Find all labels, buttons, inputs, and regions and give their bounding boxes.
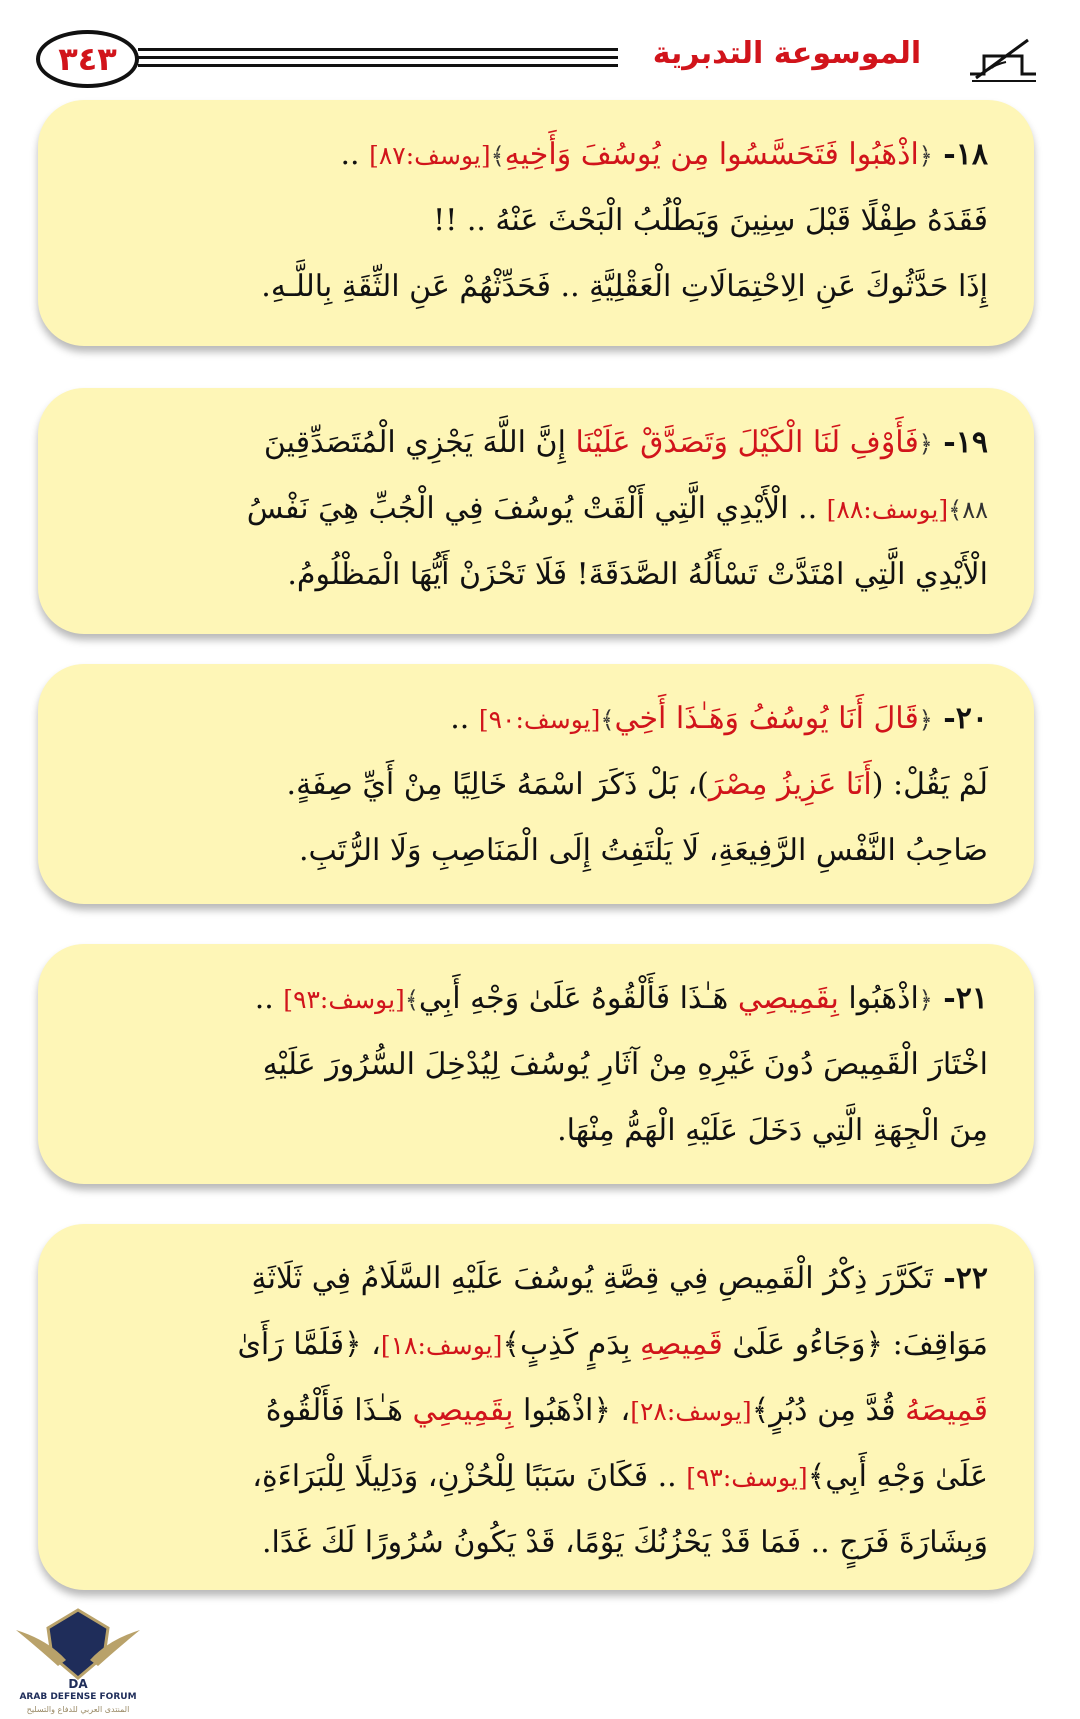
verse-reference: [يوسف:٩٠] bbox=[478, 705, 601, 734]
card-line: صَاحِبُ النَّفْسِ الرَّفِيعَةِ، لَا يَلْتَفِتُ إِلَى الْمَنَاصِبِ وَلَا الرُّتَبِ. bbox=[299, 833, 988, 868]
eagle-logo-icon bbox=[8, 1600, 148, 1692]
line-text: مَوَاقِفَ: ﴿وَجَاءُو عَلَىٰ bbox=[722, 1327, 988, 1362]
header-rule bbox=[138, 48, 618, 51]
quran-verse: قُدَّ مِن دُبُرٍ﴾ bbox=[751, 1393, 906, 1428]
card-line bbox=[84, 1378, 988, 1444]
watermark-label: ARAB DEFENSE FORUM bbox=[19, 1692, 137, 1702]
ayah-bracket: ﴿ bbox=[918, 142, 933, 170]
verse-reference: [يوسف:٨٧] bbox=[369, 141, 491, 170]
highlighted-word: قَمِيصَهُ bbox=[905, 1393, 988, 1428]
card-line: إِذَا حَدَّثُوكَ عَنِ الِاحْتِمَالَاتِ الْعَقْلِيَّةِ .. فَحَدِّثْهُمْ عَنِ الثِّقَةِ بِاللَّـهِ. bbox=[261, 269, 988, 304]
quran-verse: قَالَ أَنَا يُوسُفُ وَهَـٰذَا أَخِي bbox=[614, 701, 919, 736]
highlighted-word: بِقَمِيصِي bbox=[412, 1393, 514, 1428]
line-text: تَكَرَّرَ ذِكْرُ الْقَمِيصِ فِي قِصَّةِ يُوسُفَ عَلَيْهِ السَّلَامُ فِي ثَلَاثَةِ bbox=[251, 1261, 933, 1296]
card-line bbox=[84, 122, 988, 188]
page-number: ٣٤٣ bbox=[36, 30, 139, 88]
header-rule bbox=[138, 56, 618, 59]
card-line bbox=[84, 410, 988, 476]
verse-reference: [يوسف:٩٣] bbox=[283, 985, 405, 1014]
card-line: مِنَ الْجِهَةِ الَّتِي دَخَلَ عَلَيْهِ الْهَمُّ مِنْهَا. bbox=[557, 1113, 988, 1148]
page-header bbox=[0, 22, 1080, 102]
ayah-bracket: ﴾ bbox=[948, 496, 963, 524]
line-text: .. الْأَيْدِي الَّتِي أَلْقَتْ يُوسُفَ فِي الْجُبِّ هِيَ نَفْسُ bbox=[246, 491, 827, 526]
line-tail: .. bbox=[254, 981, 284, 1016]
item-number: ٢٢- bbox=[932, 1261, 988, 1296]
quran-verse: بِدَمٍ كَذِبٍ﴾ bbox=[502, 1327, 640, 1362]
card-line bbox=[84, 966, 988, 1032]
reflection-card-18 bbox=[38, 100, 1034, 346]
card-line bbox=[84, 1312, 988, 1378]
reflection-card-22 bbox=[38, 1224, 1034, 1590]
ayah-bracket: ﴿ bbox=[918, 706, 933, 734]
ayah-bracket: ﴿ bbox=[918, 986, 933, 1014]
quran-verse: اذْهَبُوا فَتَحَسَّسُوا مِن يُوسُفَ وَأَخِيهِ bbox=[504, 137, 919, 172]
card-line bbox=[84, 476, 988, 542]
ayah-bracket: ﴾ bbox=[490, 142, 505, 170]
ayah-bracket: ﴿ bbox=[918, 430, 933, 458]
verse-reference: [يوسف:٩٣] bbox=[686, 1463, 808, 1492]
quran-verse: اذْهَبُوا bbox=[838, 981, 919, 1016]
reflection-card-21 bbox=[38, 944, 1034, 1184]
item-number: ٢١- bbox=[932, 981, 988, 1016]
card-line bbox=[84, 1246, 988, 1312]
line-text: ، ﴿اذْهَبُوا bbox=[513, 1393, 631, 1428]
line-tail: .. bbox=[450, 701, 479, 736]
verse-reference: [يوسف:١٨] bbox=[380, 1331, 503, 1360]
ayah-bracket: ﴾ bbox=[600, 706, 615, 734]
quran-verse: فَأَوْفِ لَنَا الْكَيْلَ وَتَصَدَّقْ عَلَيْنَا bbox=[575, 425, 919, 460]
book-title: الموسوعة التدبرية bbox=[652, 36, 922, 71]
card-line bbox=[84, 752, 988, 818]
quill-pen-icon bbox=[962, 34, 1042, 84]
line-tail: .. bbox=[340, 137, 370, 172]
line-text: .. فَكَانَ سَبَبًا لِلْحُزْنِ، وَدَلِيلًا لِلْبَرَاءَةِ، bbox=[252, 1459, 687, 1494]
line-text: )، بَلْ ذَكَرَ اسْمَهُ خَالِيًا مِنْ أَيِّ صِفَةٍ. bbox=[286, 767, 709, 802]
line-text: لَمْ يَقُلْ: ( bbox=[871, 767, 988, 802]
highlighted-word: بِقَمِيصِي bbox=[737, 981, 839, 1016]
quoted-phrase: أَنَا عَزِيزُ مِصْرَ bbox=[708, 767, 872, 802]
item-number: ٢٠- bbox=[932, 701, 988, 736]
card-line bbox=[84, 1444, 988, 1510]
reflection-card-20 bbox=[38, 664, 1034, 904]
verse-reference: [يوسف:٢٨] bbox=[630, 1397, 752, 1426]
ayah-bracket: ﴾ bbox=[404, 986, 419, 1014]
verse-number-medallion: ٨٨ bbox=[962, 496, 988, 524]
card-line: وَبِشَارَةَ فَرَجٍ .. فَمَا قَدْ يَحْزُنُكَ يَوْمًا، قَدْ يَكُونُ سُرُورًا لَكَ غَدًا. bbox=[262, 1525, 988, 1560]
watermark-label-ar: المنتدى العربي للدفاع والتسليح bbox=[26, 1705, 130, 1714]
quran-verse: هَـٰذَا فَأَلْقُوهُ bbox=[265, 1393, 413, 1428]
card-line bbox=[84, 686, 988, 752]
line-text: ، ﴿فَلَمَّا رَأَىٰ bbox=[237, 1327, 381, 1362]
logo-initials: DA bbox=[68, 1677, 88, 1691]
quran-verse: عَلَىٰ وَجْهِ أَبِي﴾ bbox=[807, 1459, 988, 1494]
card-line: فَقَدَهُ طِفْلًا قَبْلَ سِنِينَ وَيَطْلُبُ الْبَحْثَ عَنْهُ .. !! bbox=[433, 203, 988, 238]
quran-verse-continuation: إِنَّ اللَّهَ يَجْزِي الْمُتَصَدِّقِينَ bbox=[263, 425, 576, 460]
verse-reference: [يوسف:٨٨] bbox=[826, 495, 949, 524]
reflection-card-19 bbox=[38, 388, 1034, 634]
forum-watermark bbox=[8, 1600, 148, 1715]
quran-verse: هَـٰذَا فَأَلْقُوهُ عَلَىٰ وَجْهِ أَبِي bbox=[418, 981, 738, 1016]
card-line: اخْتَارَ الْقَمِيصَ دُونَ غَيْرِهِ مِنْ آثَارِ يُوسُفَ لِيُدْخِلَ السُّرُورَ عَلَيْهِ bbox=[262, 1047, 988, 1082]
highlighted-word: قَمِيصِهِ bbox=[639, 1327, 723, 1362]
item-number: ١٩- bbox=[932, 425, 988, 460]
header-rule bbox=[138, 64, 618, 67]
item-number: ١٨- bbox=[932, 137, 988, 172]
card-line: الْأَيْدِي الَّتِي امْتَدَّتْ تَسْأَلُهُ الصَّدَقَةَ! فَلَا تَحْزَنْ أَيُّهَا الْمَظْلُومُ. bbox=[287, 557, 988, 592]
